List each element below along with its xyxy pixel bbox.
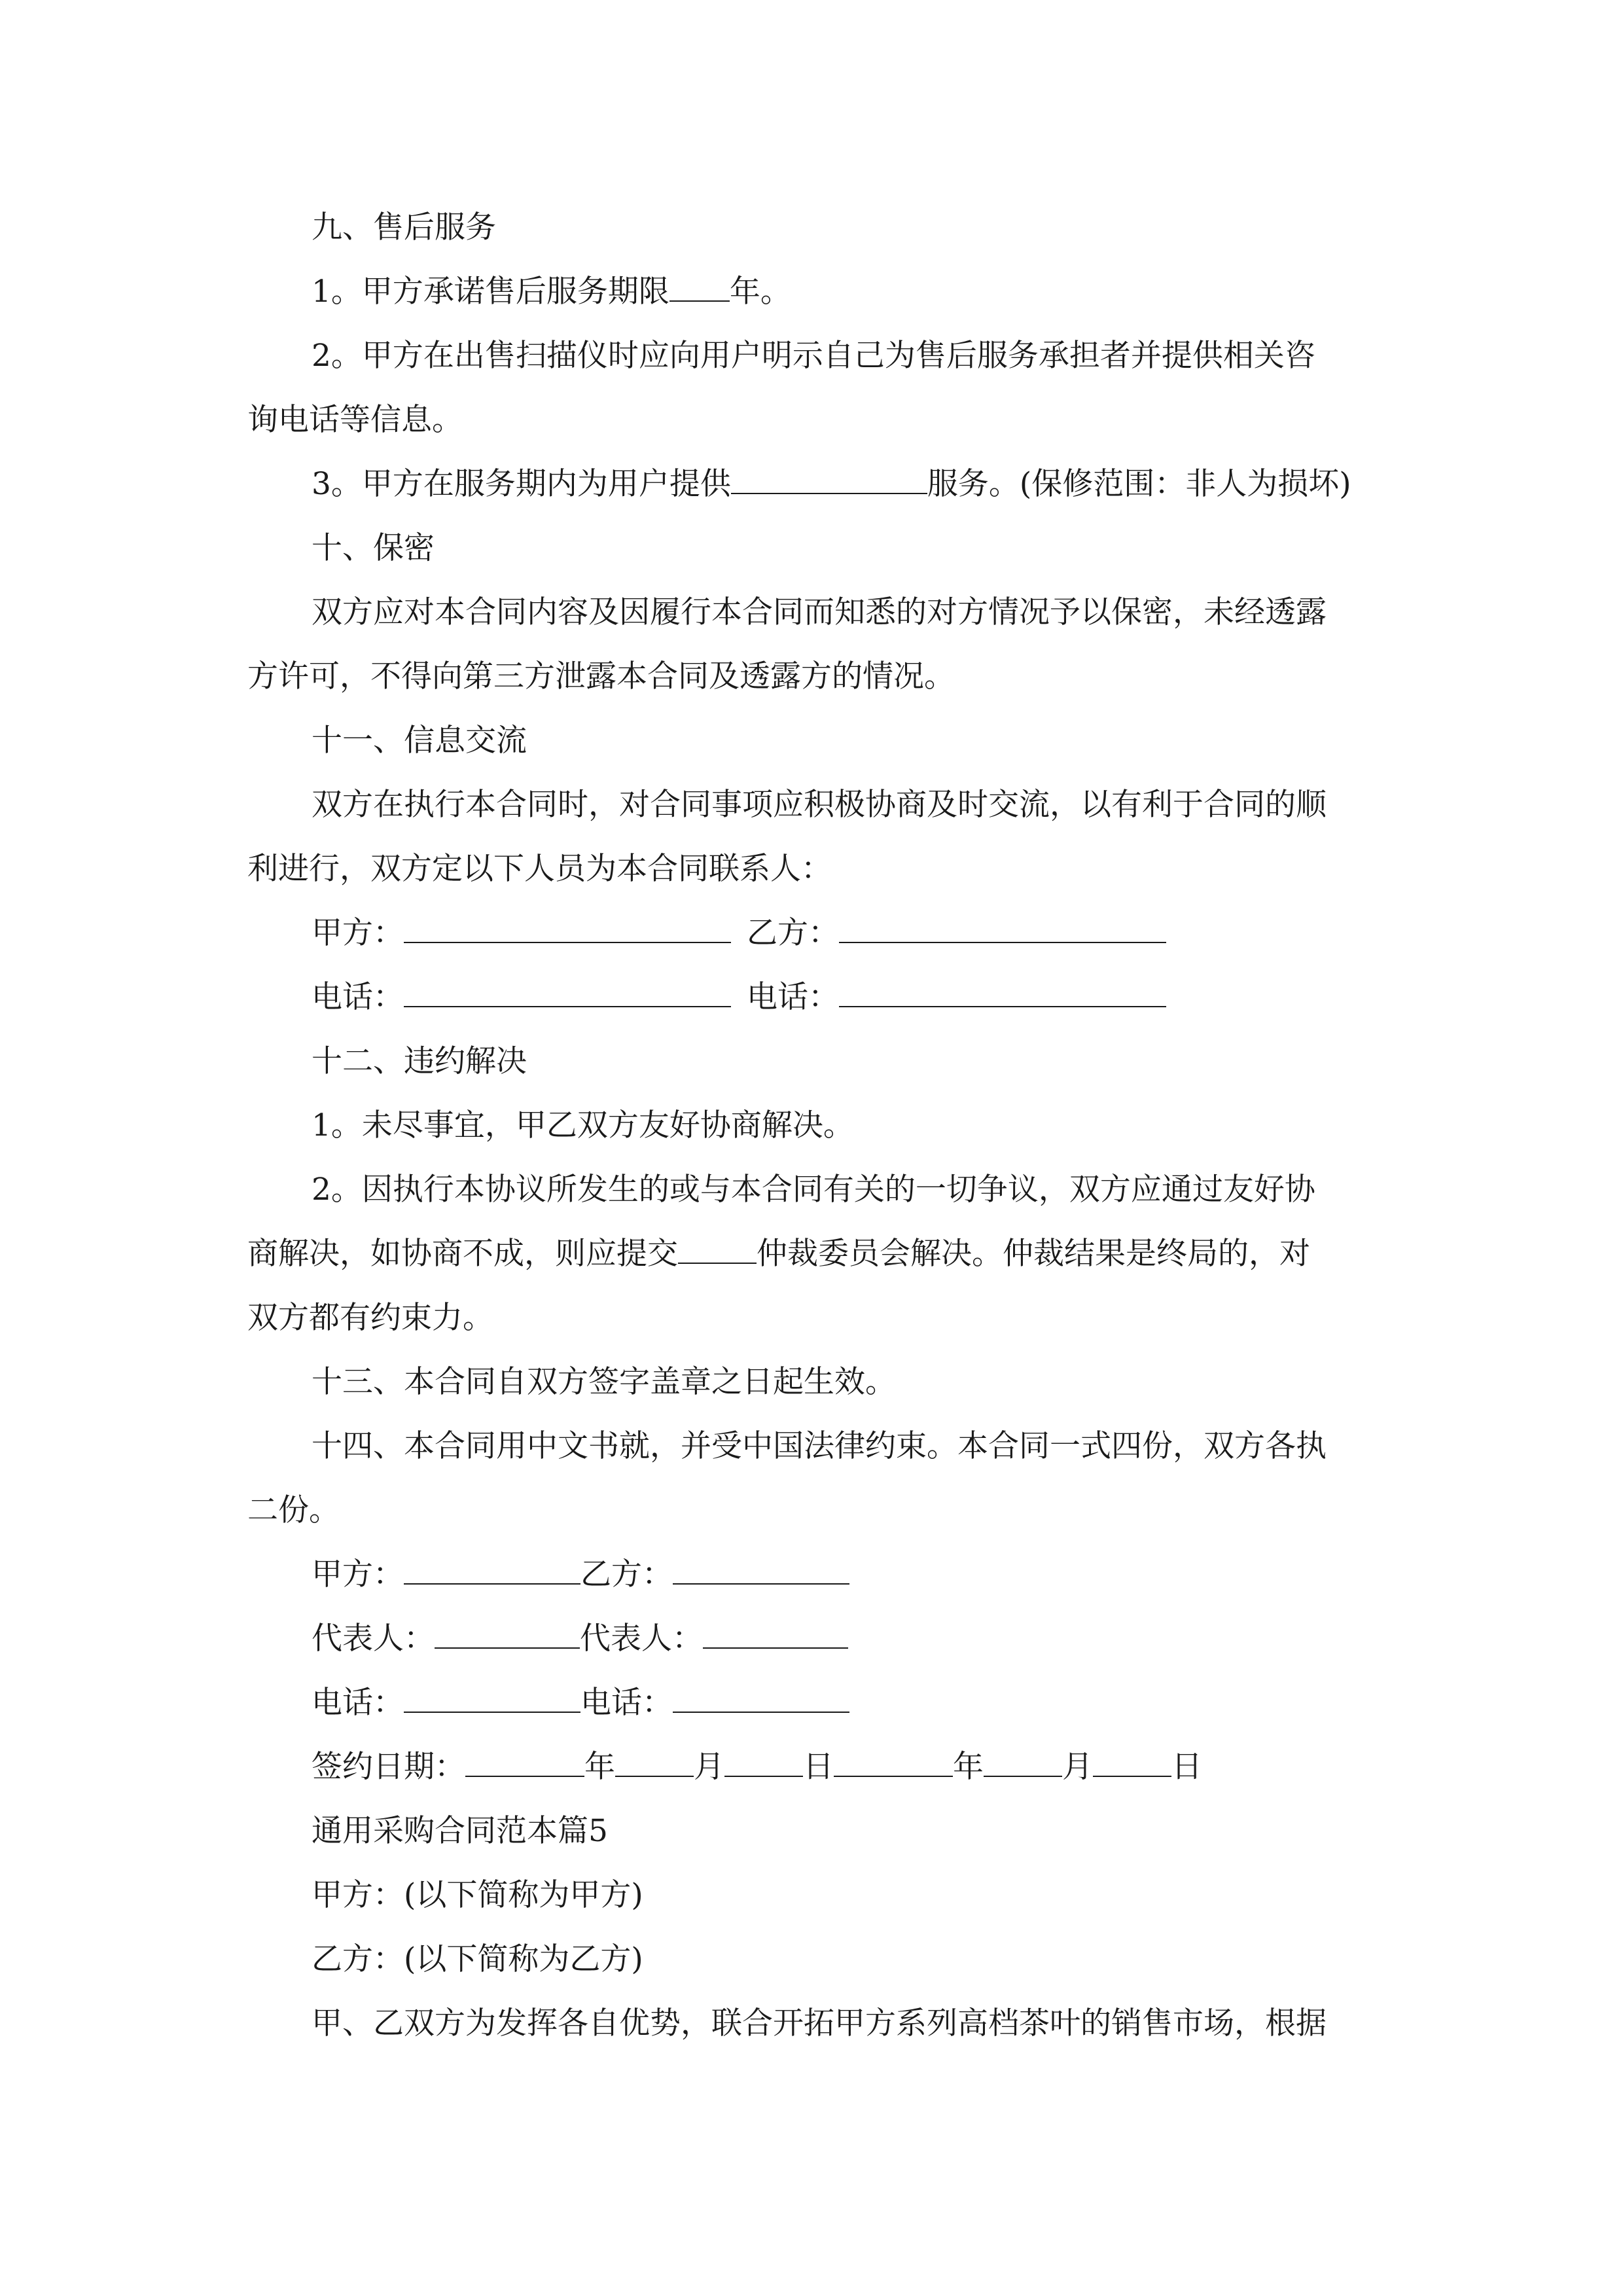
service-blank — [731, 467, 927, 494]
date-day-b-blank — [1093, 1749, 1171, 1777]
arbitration-blank — [678, 1236, 757, 1264]
sec11-para-1: 双方在执行本合同时，对合同事项应积极协商及时交流，以有利于合同的顺 — [312, 787, 1327, 823]
date-month-a-blank — [615, 1749, 694, 1777]
rep-a-blank — [435, 1621, 580, 1649]
date-month-b-blank — [984, 1749, 1062, 1777]
next-para-1: 甲、乙双方为发挥各自优势，联合开拓甲方系列高档茶叶的销售市场，根据 — [312, 2005, 1327, 2041]
sec11-para-2: 利进行，双方定以下人员为本合同联系人： — [247, 851, 832, 887]
section-13: 十三、本合同自双方签字盖章之日起生效。 — [312, 1364, 896, 1400]
contact-parties-row: 甲方： 乙方： — [312, 914, 1376, 953]
sign-reps-row: 代表人： 代表人： — [312, 1619, 1376, 1659]
phone-b-blank — [839, 980, 1166, 1007]
next-contract-title: 通用采购合同范本篇5 — [312, 1813, 608, 1849]
sign-a-blank — [404, 1557, 580, 1585]
sign-phone-b-blank — [673, 1685, 849, 1713]
section-14: 十四、本合同用中文书就，并受中国法律约束。本合同一式四份，双方各执 — [312, 1428, 1327, 1464]
date-year-b-blank — [834, 1749, 953, 1777]
section-11-heading: 十一、信息交流 — [312, 723, 527, 759]
section-12-heading: 十二、违约解决 — [312, 1043, 527, 1079]
contact-b-blank — [839, 916, 1166, 943]
sec9-item-2-cont: 询电话等信息。 — [247, 402, 463, 438]
sec10-para-1: 双方应对本合同内容及因履行本合同而知悉的对方情况予以保密，未经透露 — [312, 594, 1327, 630]
sec12-item-1: 1。未尽事宜，甲乙双方友好协商解决。 — [312, 1107, 854, 1143]
sign-parties-row: 甲方： 乙方： — [312, 1555, 1376, 1594]
sign-date-row: 签约日期： 年 月 日 年 月 日 — [312, 1749, 1202, 1785]
section-9-heading: 九、售后服务 — [312, 209, 496, 245]
sign-phone-a-blank — [404, 1685, 580, 1713]
sec12-item-2-cont: 商解决，如协商不成，则应提交 仲裁委员会解决。仲裁结果是终局的，对 — [247, 1236, 1310, 1272]
next-party-a: 甲方：(以下简称为甲方) — [312, 1877, 643, 1913]
sign-b-blank — [673, 1557, 849, 1585]
sec12-item-2: 2。因执行本协议所发生的或与本合同有关的一切争议，双方应通过友好协 — [312, 1172, 1315, 1208]
contact-phones-row: 电话： 电话： — [312, 978, 1376, 1017]
sec9-item-1: 1。甲方承诺售后服务期限 年。 — [312, 274, 791, 310]
date-year-a-blank — [465, 1749, 584, 1777]
section-10-heading: 十、保密 — [312, 530, 435, 566]
sec9-item-2: 2。甲方在出售扫描仪时应向用户明示自己为售后服务承担者并提供相关咨 — [312, 338, 1315, 374]
contact-a-blank — [404, 916, 731, 943]
warranty-years-blank — [669, 274, 730, 302]
rep-b-blank — [703, 1621, 848, 1649]
next-party-b: 乙方：(以下简称为乙方) — [312, 1941, 643, 1977]
sec9-item-3: 3。甲方在服务期内为用户提供 服务。(保修范围：非人为损坏) — [312, 466, 1351, 502]
sec12-item-2-end: 双方都有约束力。 — [247, 1300, 493, 1336]
date-day-a-blank — [724, 1749, 803, 1777]
phone-a-blank — [404, 980, 731, 1007]
sign-phones-row: 电话： 电话： — [312, 1683, 1376, 1723]
sec10-para-2: 方许可，不得向第三方泄露本合同及透露方的情况。 — [247, 658, 955, 694]
section-14-cont: 二份。 — [247, 1492, 340, 1528]
